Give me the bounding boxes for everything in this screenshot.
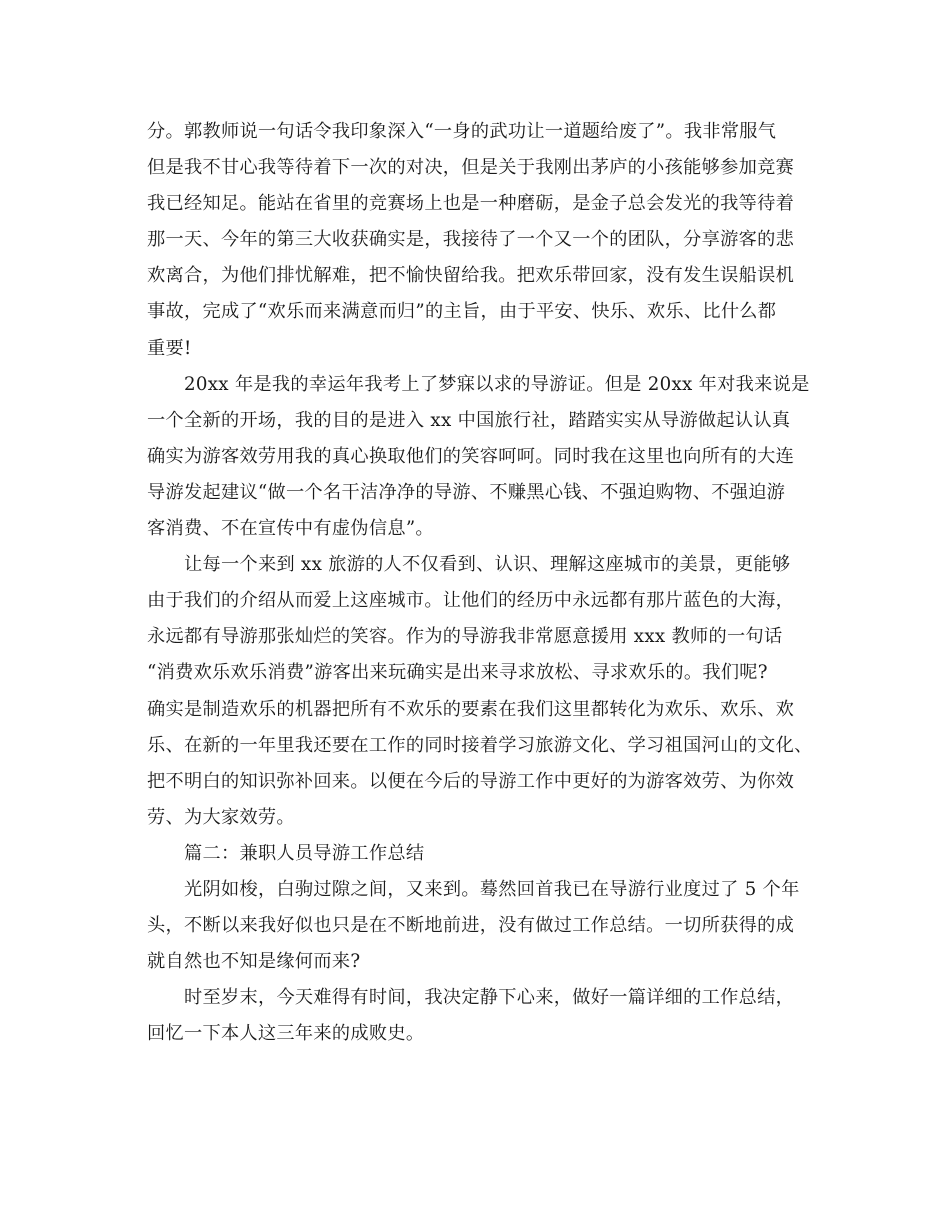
text-line: 分。郭教师说一句话令我印象深入“一身的武功让一道题给废了”。我非常服气 [147, 121, 777, 142]
text-line: 欢离合，为他们排忧解难，把不愉快留给我。把欢乐带回家，没有发生误船误机 [147, 265, 795, 287]
text-line: 就自然也不知是缘何而来? [147, 951, 361, 973]
text-line: 但是我不甘心我等待着下一次的对决，但是关于我刚出茅庐的小孩能够参加竞赛 [147, 157, 795, 179]
text-line: 让每一个来到 xx 旅游的人不仅看到、认识、理解这座城市的美景，更能够 [184, 554, 791, 576]
text-line: “消费欢乐欢乐消费”游客出来玩确实是出来寻求放松、寻求欢乐的。我们呢? [147, 662, 768, 684]
text-line: 一个全新的开场，我的目的是进入 xx 中国旅行社，踏踏实实从导游做起认认真 [147, 409, 791, 431]
text-line: 把不明白的知识弥补回来。以便在今后的导游工作中更好的为游客效劳、为你效 [147, 770, 795, 792]
text-line: 我已经知足。能站在省里的竞赛场上也是一种磨砺，是金子总会发光的我等待着 [147, 193, 795, 215]
text-line: 永远都有导游那张灿烂的笑容。作为的导游我非常愿意援用 xxx 教师的一句话 [147, 626, 783, 648]
text-line: 由于我们的介绍从而爱上这座城市。让他们的经历中永远都有那片蓝色的大海， [147, 590, 795, 612]
text-line: 劳、为大家效劳。 [147, 806, 295, 828]
text-line: 20xx 年是我的幸运年我考上了梦寐以求的导游证。但是 20xx 年对我来说是 [184, 373, 810, 395]
document-body [147, 114, 812, 1052]
text-line: 那一天、今年的第三大收获确实是，我接待了一个又一个的团队，分享游客的悲 [147, 229, 795, 251]
text-line: 光阴如梭，白驹过隙之间，又来到。蓦然回首我已在导游行业度过了 5 个年 [184, 878, 800, 900]
text-line: 客消费、不在宣传中有虚伪信息”。 [147, 518, 434, 540]
text-line: 导游发起建议“做一个名干洁净净的导游、不赚黑心钱、不强迫购物、不强迫游 [147, 481, 786, 503]
text-line: 乐、在新的一年里我还要在工作的同时接着学习旅游文化、学习祖国河山的文化、 [147, 734, 813, 756]
text-line: 回忆一下本人这三年来的成败史。 [147, 1023, 425, 1045]
text-line: 确实为游客效劳用我的真心换取他们的笑容呵呵。同时我在这里也向所有的大连 [147, 445, 795, 467]
section-heading: 篇二：兼职人员导游工作总结 [184, 842, 425, 864]
text-line: 时至岁末，今天难得有时间，我决定静下心来，做好一篇详细的工作总结， [184, 987, 795, 1009]
text-line: 头，不断以来我好似也只是在不断地前进，没有做过工作总结。一切所获得的成 [147, 915, 795, 937]
text-line: 确实是制造欢乐的机器把所有不欢乐的要素在我们这里都转化为欢乐、欢乐、欢 [147, 698, 795, 720]
text-line: 事故，完成了“欢乐而来满意而归”的主旨，由于平安、快乐、欢乐、比什么都 [147, 301, 777, 323]
text-line: 重要! [147, 337, 192, 359]
